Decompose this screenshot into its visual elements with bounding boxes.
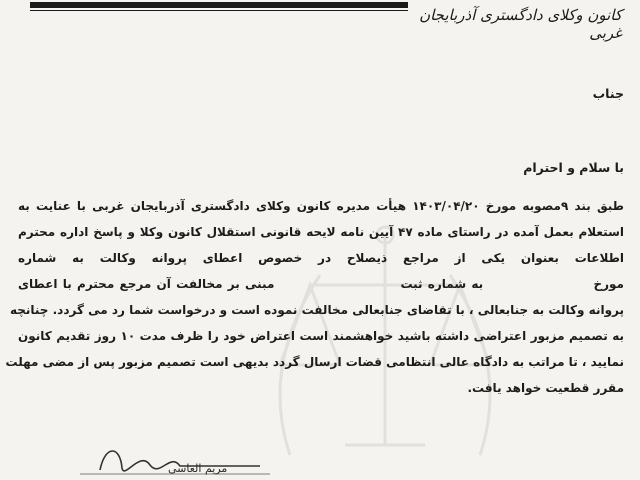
body-line-8: مقرر قطعیت خواهد یافت. bbox=[467, 381, 624, 395]
body-line-7: نمایید ، تا مراتب به دادگاه عالی انتظامی قضات ارسال گردد بدیهی است تصمیم مزبور پس از مضی مهلت bbox=[5, 355, 624, 369]
letterhead-rule-thin bbox=[30, 10, 408, 11]
body-line-1: طبق بند ۹مصوبه مورخ ۱۴۰۳/۰۴/۲۰ هیأت مدیره کانون وکلای دادگستری آذربایجان غربی با عنایت به bbox=[18, 199, 624, 213]
signatory-name: مریم العاسی bbox=[168, 462, 228, 475]
body-line-4: مورخ به شماره ثبت مبنی بر مخالفت آن مرجع محترم با اعطای bbox=[18, 277, 624, 291]
letterhead bbox=[402, 0, 622, 40]
body-line-6: به تصمیم مزبور اعتراضی داشته باشید خواهشمند است اعتراض خود را ظرف مدت ۱۰ روز تقدیم کانون bbox=[18, 329, 624, 343]
body-line-3: اطلاعات بعنوان یکی از مراجع ذیصلاح در خصوص اعطای پروانه وکالت به شماره bbox=[18, 251, 624, 265]
letterhead-rule-thick bbox=[30, 2, 408, 8]
organization-name: کانون وکلای دادگستری آذربایجان غربی bbox=[419, 6, 622, 42]
body-line-2: استعلام بعمل آمده در راستای ماده ۴۷ آیین نامه لایحه قانونی استقلال کانون وکلا و پاسخ اداره محترم bbox=[18, 225, 624, 239]
salutation: جناب bbox=[592, 86, 624, 101]
signature-area bbox=[60, 440, 300, 480]
greeting: با سلام و احترام bbox=[523, 160, 624, 175]
body-line-5: پروانه وکالت به جنابعالی ، با تقاضای جنابعالی مخالفت نموده است و درخواست شما رد می گردد. چنانچه bbox=[9, 303, 624, 317]
